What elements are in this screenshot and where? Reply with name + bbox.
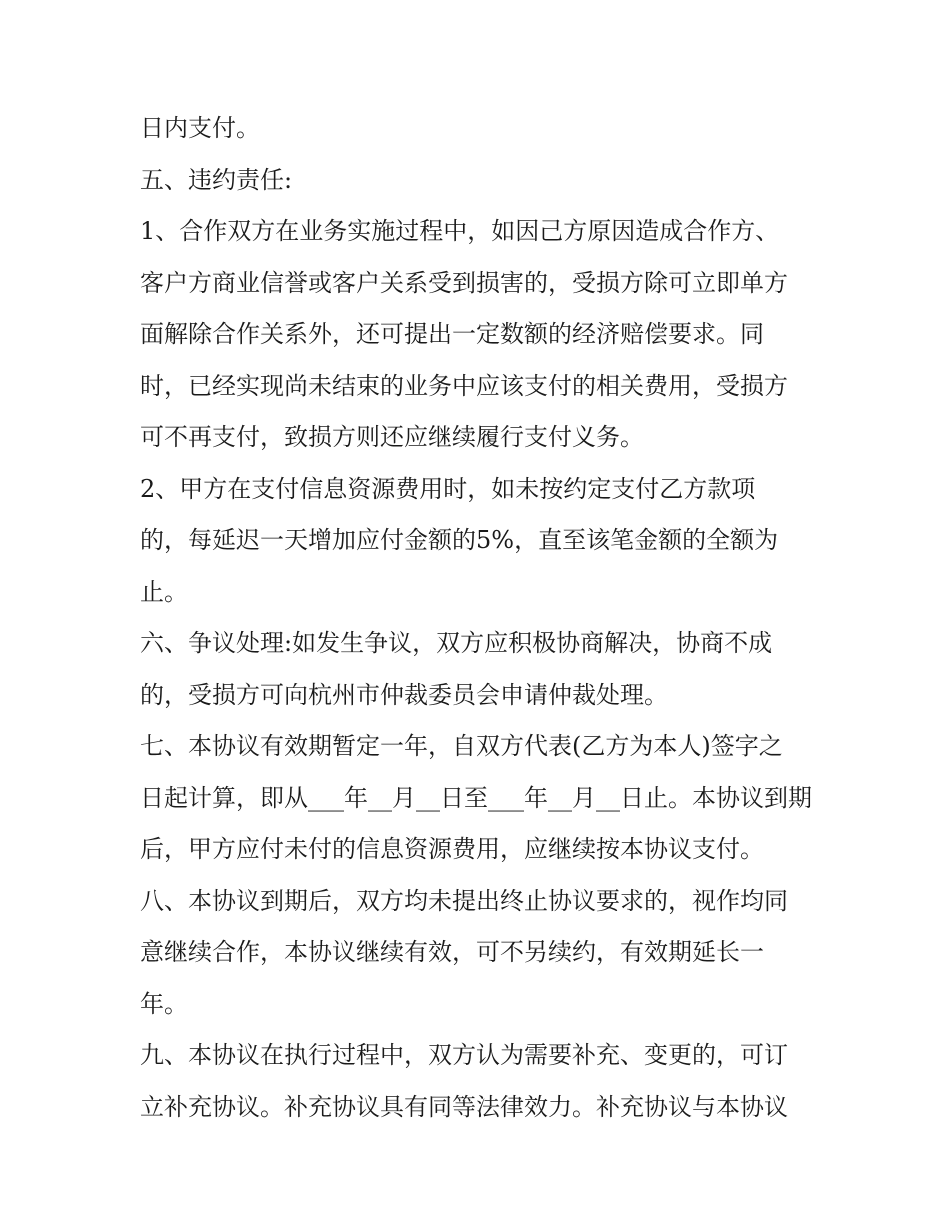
- section-supplement: 九、本协议在执行过程中，双方认为需要补充、变更的，可订: [140, 1041, 788, 1069]
- section-dispute: 六、争议处理:如发生争议，双方应积极协商解决，协商不成: [140, 629, 773, 657]
- text-line: 日起计算，即从___年__月__日至___年__月__日止。本协议到期: [140, 783, 812, 812]
- text-line: 面解除合作关系外，还可提出一定数额的经济赔偿要求。同: [140, 320, 764, 348]
- text-line: 立补充协议。补充协议具有同等法律效力。补充协议与本协议: [140, 1092, 788, 1121]
- text-line: 2、甲方在支付信息资源费用时，如未按约定支付乙方款项: [140, 474, 756, 503]
- text-line: 年。: [140, 989, 188, 1018]
- text-line: 1、合作双方在业务实施过程中，如因己方原因造成合作方、: [140, 217, 780, 245]
- section-heading-breach: 五、违约责任:: [140, 165, 293, 194]
- section-validity: 七、本协议有效期暂定一年，自双方代表(乙方为本人)签字之: [140, 732, 783, 760]
- text-line: 后，甲方应付未付的信息资源费用，应继续按本协议支付。: [140, 835, 764, 863]
- text-line: 可不再支付，致损方则还应继续履行支付义务。: [140, 423, 644, 451]
- section-expiry: 八、本协议到期后，双方均未提出终止协议要求的，视作均同: [140, 886, 788, 915]
- text-line: 意继续合作，本协议继续有效，可不另续约，有效期延长一: [140, 938, 764, 966]
- text-line: 时，已经实现尚未结束的业务中应该支付的相关费用，受损方: [140, 371, 788, 400]
- text-line: 日内支付。: [140, 114, 260, 142]
- text-line: 的，每延迟一天增加应付金额的5%，直至该笔金额的全额为: [140, 526, 779, 554]
- document-body: [140, 103, 820, 1133]
- text-line: 的，受损方可向杭州市仲裁委员会申请仲裁处理。: [140, 680, 668, 709]
- text-line: 客户方商业信誉或客户关系受到损害的，受损方除可立即单方: [140, 268, 788, 297]
- text-line: 止。: [140, 577, 188, 606]
